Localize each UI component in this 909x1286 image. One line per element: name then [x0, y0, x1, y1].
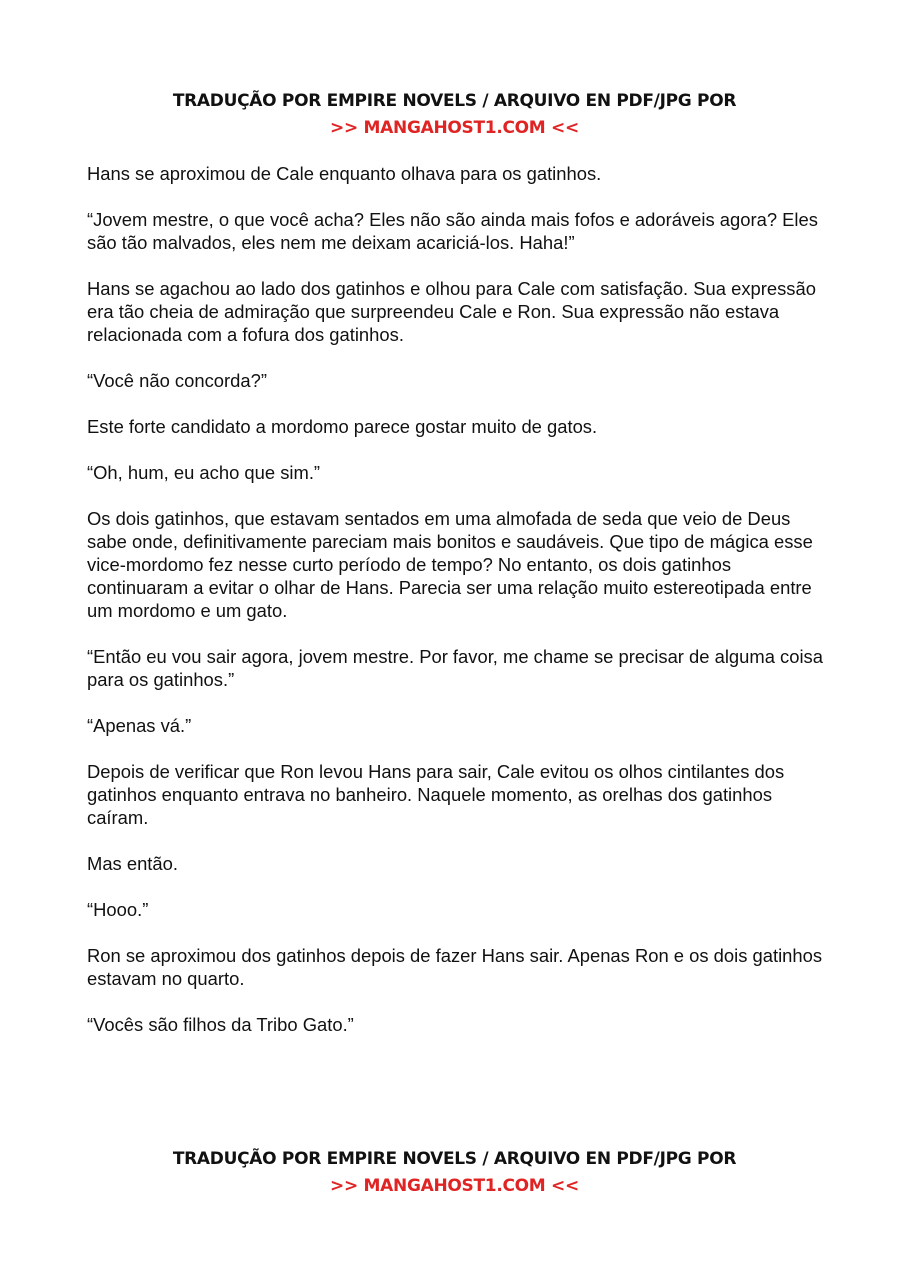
footer-banner — [0, 1146, 909, 1200]
paragraph: “Apenas vá.” — [87, 715, 192, 736]
paragraph: Hans se agachou ao lado dos gatinhos e olhou para Cale com satisfação. Sua expressão era tão cheia de admiração que surpreendeu Cale e Ron. Sua expressão não estava relacionada com a fofura dos gatinhos. — [87, 278, 816, 345]
paragraph: “Você não concorda?” — [87, 370, 267, 391]
header-credit-text: TRADUÇÃO POR EMPIRE NOVELS / ARQUIVO EN PDF/JPG POR — [172, 91, 737, 111]
paragraph: “Jovem mestre, o que você acha? Eles não são ainda mais fofos e adoráveis agora? Eles são tão malvados, eles nem me deixam acariciá-los. Haha!” — [87, 209, 818, 253]
paragraph: Hans se aproximou de Cale enquanto olhava para os gatinhos. — [87, 163, 602, 184]
header-site-link[interactable]: >> MANGAHOST1.COM << — [330, 118, 579, 138]
header-banner — [0, 88, 909, 142]
paragraph: Depois de verificar que Ron levou Hans para sair, Cale evitou os olhos cintilantes dos gatinhos enquanto entrava no banheiro. Naquele momento, as orelhas dos gatinhos caíram. — [87, 761, 785, 828]
footer-site-link[interactable]: >> MANGAHOST1.COM << — [330, 1176, 579, 1196]
paragraph: Ron se aproximou dos gatinhos depois de fazer Hans sair. Apenas Ron e os dois gatinhos estavam no quarto. — [87, 945, 823, 989]
paragraph: “Hooo.” — [87, 899, 149, 920]
chapter-body — [87, 162, 827, 1059]
footer-credit-text: TRADUÇÃO POR EMPIRE NOVELS / ARQUIVO EN PDF/JPG POR — [172, 1149, 737, 1169]
paragraph: “Então eu vou sair agora, jovem mestre. Por favor, me chame se precisar de alguma coisa para os gatinhos.” — [87, 646, 823, 690]
paragraph: “Oh, hum, eu acho que sim.” — [87, 462, 321, 483]
paragraph: “Vocês são filhos da Tribo Gato.” — [87, 1014, 354, 1035]
paragraph: Mas então. — [87, 853, 178, 874]
paragraph: Os dois gatinhos, que estavam sentados em uma almofada de seda que veio de Deus sabe onde, definitivamente pareciam mais bonitos e saudáveis. Que tipo de mágica esse vice-mordomo fez nesse curto período de tempo? No entanto, os dois gatinhos continuaram a evitar o olhar de Hans. Parecia ser uma relação muito estereotipada entre um mordomo e um gato. — [87, 508, 813, 621]
paragraph: Este forte candidato a mordomo parece gostar muito de gatos. — [87, 416, 598, 437]
